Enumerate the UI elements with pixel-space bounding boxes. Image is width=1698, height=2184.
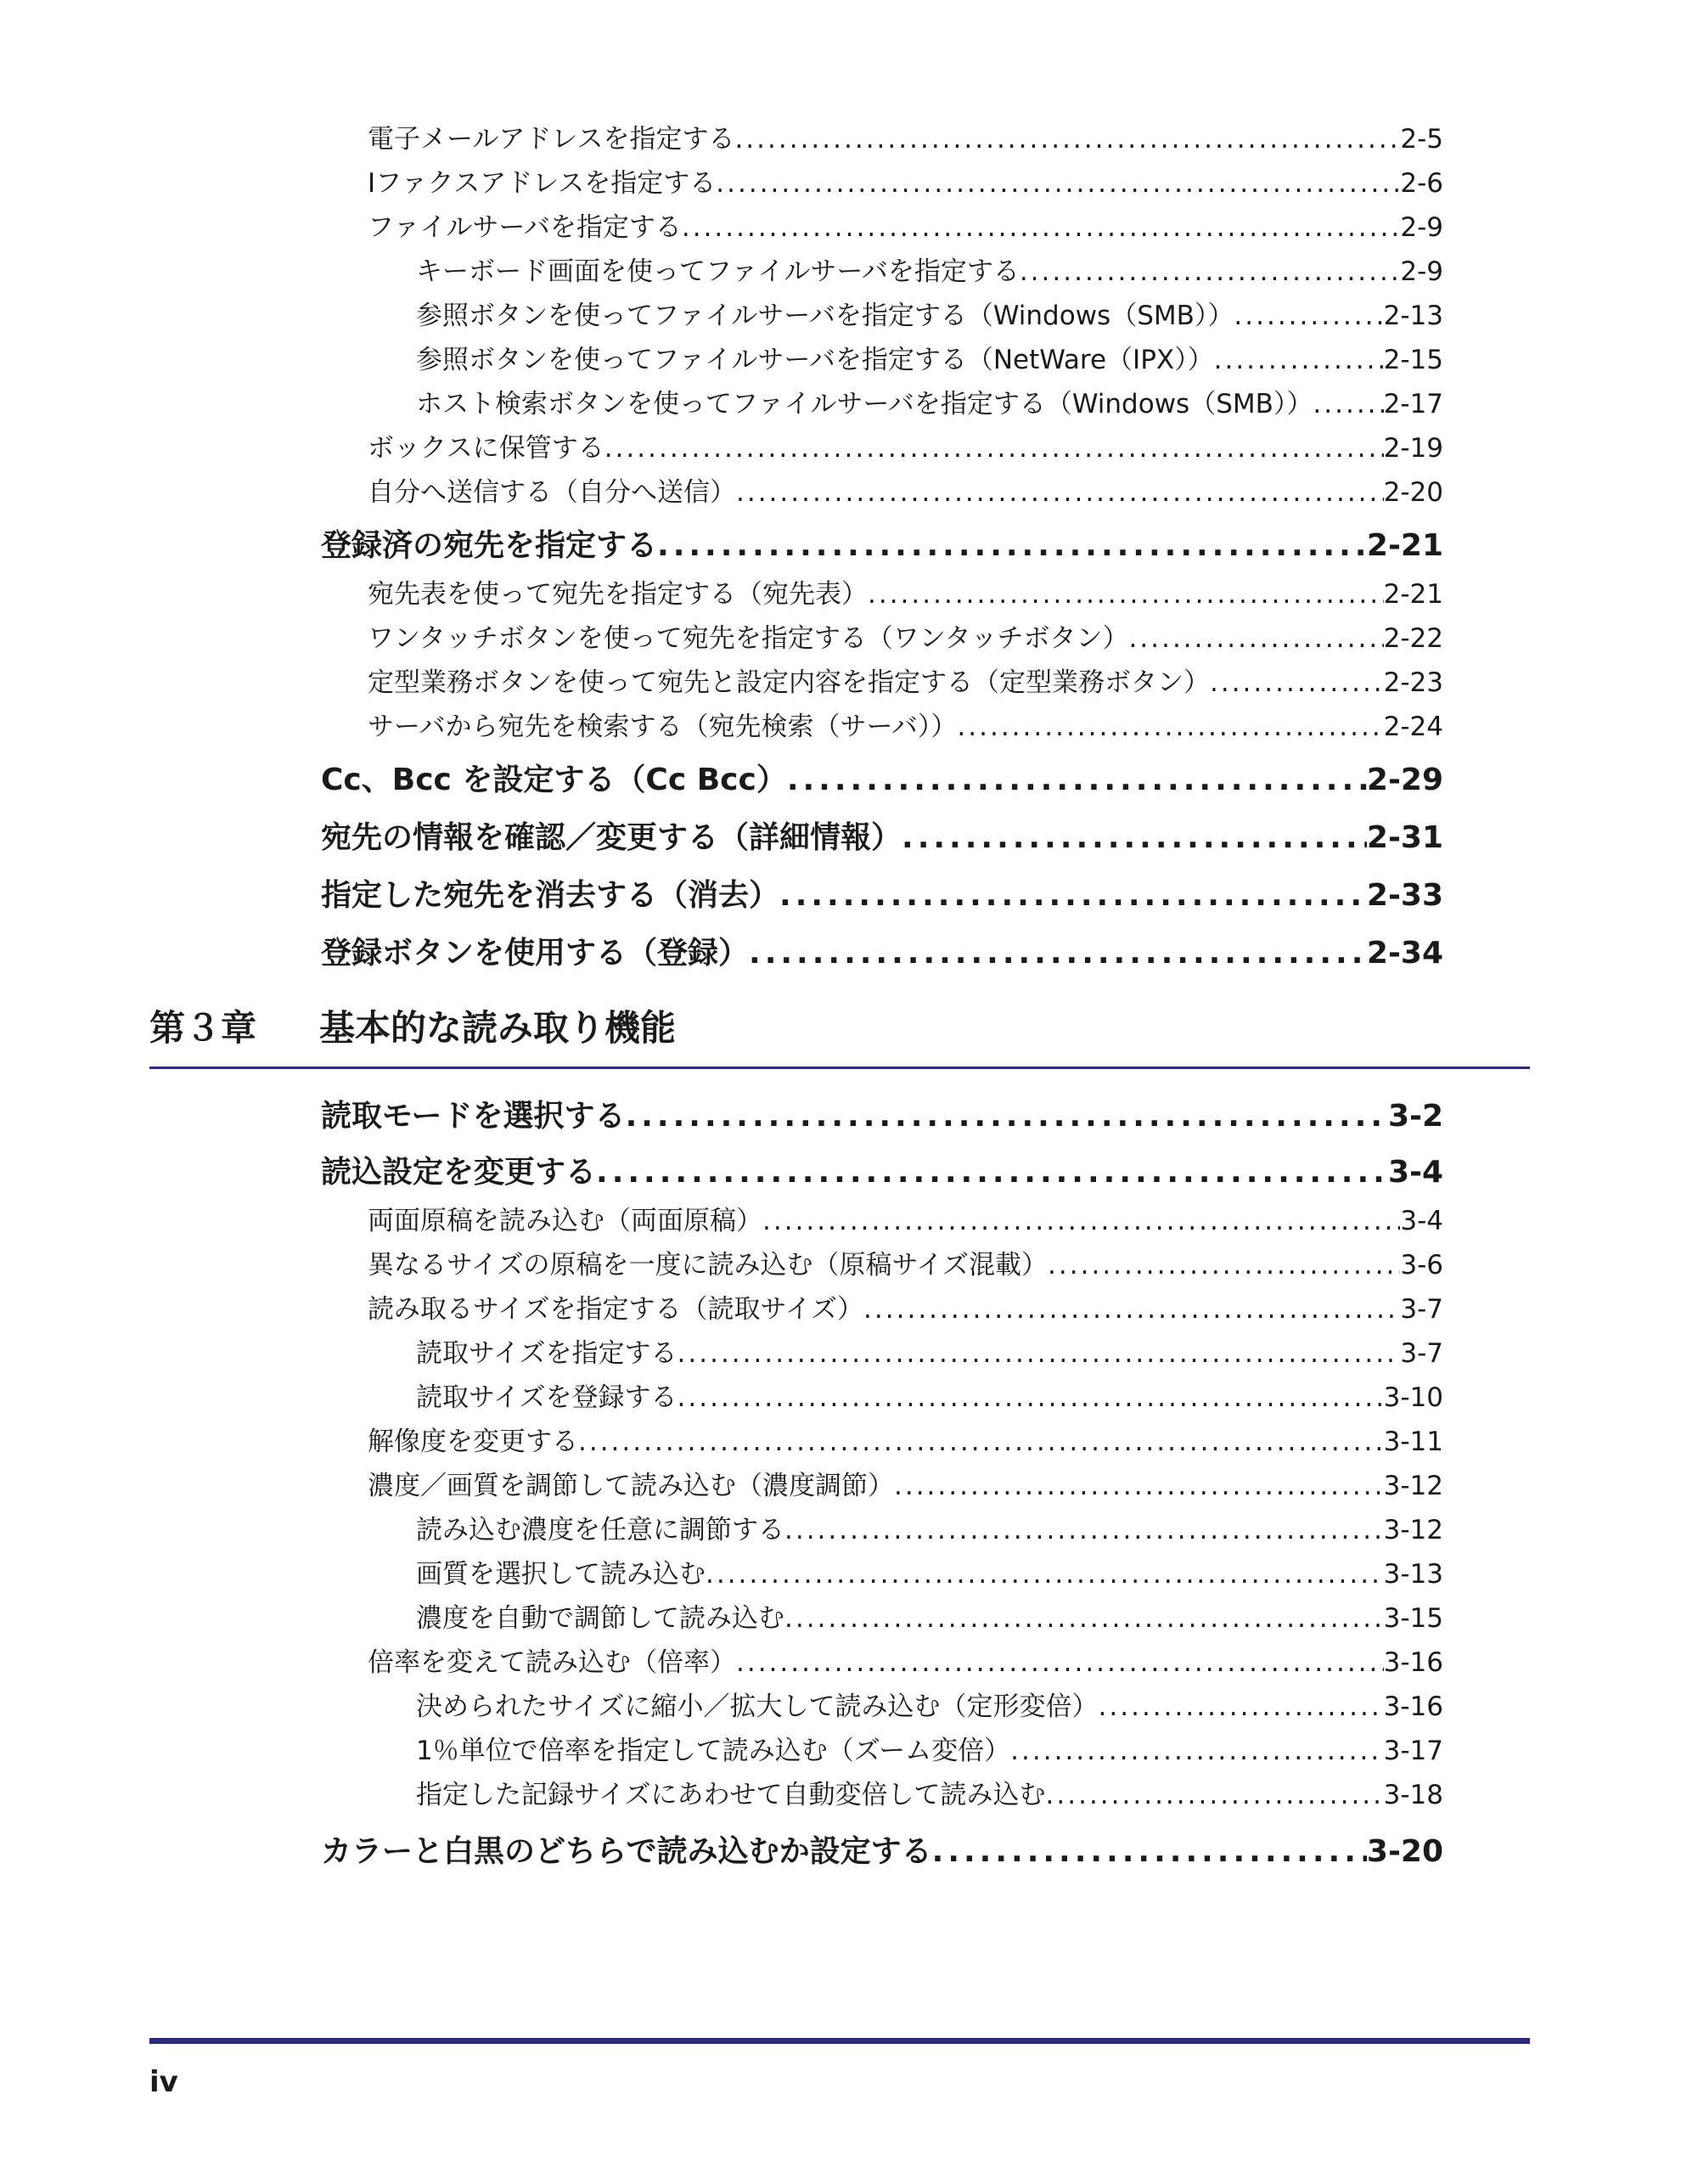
toc-entry-title: 登録ボタンを使用する（登録） [321, 936, 750, 971]
leader-dots [657, 528, 1367, 563]
leader-dots [784, 1515, 1384, 1545]
toc-entry-page: 2-9 [1400, 256, 1443, 287]
toc-entry-page: 2-23 [1383, 667, 1443, 698]
toc-entry[interactable] [368, 1199, 1443, 1237]
toc-entry-page: 3-7 [1400, 1294, 1443, 1325]
leader-dots [787, 763, 1367, 797]
toc-entry-page: 3-4 [1400, 1206, 1443, 1236]
toc-entry[interactable] [368, 1641, 1443, 1679]
toc-entry[interactable] [368, 161, 1443, 200]
toc-entry-page: 2-17 [1383, 389, 1443, 419]
chapter-rule [149, 1067, 1530, 1069]
toc-entry[interactable] [416, 294, 1443, 332]
toc-entry-page: 2-20 [1383, 477, 1443, 508]
toc-entry-title: 指定した宛先を消去する（消去） [321, 878, 780, 913]
toc-entry-title: 宛先の情報を確認／変更する（詳細情報） [321, 820, 902, 855]
toc-entry-title: 読取サイズを登録する [416, 1382, 678, 1413]
leader-dots [779, 878, 1367, 913]
toc-entry-title: 読み取るサイズを指定する（読取サイズ） [368, 1294, 864, 1325]
toc-section-entry[interactable] [321, 813, 1443, 857]
toc-entry[interactable] [368, 705, 1443, 743]
toc-entry-page: 3-12 [1383, 1515, 1443, 1545]
toc-section-entry[interactable] [321, 1148, 1443, 1191]
leader-dots [932, 1834, 1367, 1869]
toc-entry[interactable] [416, 1596, 1443, 1635]
toc-entry[interactable] [368, 205, 1443, 244]
leader-dots [1234, 301, 1383, 331]
toc-entry-title: ファイルサーバを指定する [368, 212, 682, 243]
toc-entry-page: 3-18 [1383, 1780, 1443, 1810]
toc-entry[interactable] [416, 1685, 1443, 1723]
toc-entry-title: 読み込む濃度を任意に調節する [416, 1515, 784, 1545]
leader-dots [894, 1471, 1384, 1501]
toc-entry-page: 2-5 [1400, 124, 1443, 155]
toc-entry-page: 3-2 [1387, 1099, 1443, 1134]
toc-entry[interactable] [368, 1287, 1443, 1326]
chapter-number: 第３章 [149, 1007, 257, 1049]
leader-dots [1010, 1736, 1383, 1766]
toc-entry-page: 3-10 [1383, 1382, 1443, 1413]
leader-dots [734, 124, 1400, 155]
toc-entry[interactable] [368, 1420, 1443, 1458]
toc-entry-title: 読取モードを選択する [321, 1099, 626, 1134]
leader-dots [1210, 667, 1384, 698]
toc-entry-page: 3-13 [1383, 1559, 1443, 1590]
toc-entry-title: 指定した記録サイズにあわせて自動変倍して読み込む [416, 1780, 1046, 1810]
toc-entry-title: 登録済の宛先を指定する [321, 528, 658, 563]
toc-entry[interactable] [416, 1552, 1443, 1590]
footer-rule [149, 2038, 1530, 2044]
toc-entry-page: 3-15 [1383, 1603, 1443, 1634]
toc-entry-title: 決められたサイズに縮小／拡大して読み込む（定形変倍） [416, 1691, 1099, 1722]
chapter-title: 基本的な読み取り機能 [319, 1007, 677, 1049]
toc-entry-title: ワンタッチボタンを使って宛先を指定する（ワンタッチボタン） [368, 623, 1129, 654]
toc-entry-title: 異なるサイズの原稿を一度に読み込む（原稿サイズ混載） [368, 1250, 1049, 1281]
leader-dots [1048, 1250, 1400, 1281]
toc-entry-page: 2-6 [1400, 168, 1443, 199]
toc-entry[interactable] [368, 1243, 1443, 1281]
toc-entry[interactable] [416, 1508, 1443, 1546]
toc-entry-page: 2-13 [1383, 301, 1443, 331]
leader-dots [1313, 389, 1383, 419]
toc-entry-title: Cc、Bcc を設定する（Cc Bcc） [321, 763, 787, 797]
leader-dots [868, 579, 1384, 610]
leader-dots [578, 1427, 1384, 1457]
leader-dots [706, 1559, 1384, 1590]
toc-entry-title: 倍率を変えて読み込む（倍率） [368, 1647, 736, 1678]
toc-entry[interactable] [416, 1331, 1443, 1370]
toc-section-entry[interactable] [321, 521, 1443, 565]
leader-dots [716, 168, 1400, 199]
leader-dots [1020, 256, 1401, 287]
toc-entry-page: 2-24 [1383, 712, 1443, 742]
toc-entry-title: ホスト検索ボタンを使ってファイルサーバを指定する（Windows（SMB）） [416, 389, 1313, 419]
leader-dots [682, 212, 1401, 243]
leader-dots [762, 1206, 1400, 1236]
leader-dots [784, 1603, 1384, 1634]
toc-entry-title: 電子メールアドレスを指定する [368, 124, 735, 155]
leader-dots [1129, 623, 1384, 654]
chapter-heading [149, 1000, 676, 1051]
leader-dots [678, 1338, 1401, 1369]
leader-dots [957, 712, 1383, 742]
toc-entry[interactable] [368, 470, 1443, 509]
page-number: iv [149, 2065, 178, 2099]
toc-entry-title: 濃度／画質を調節して読み込む（濃度調節） [368, 1471, 894, 1501]
toc-entry-page: 3-16 [1383, 1647, 1443, 1678]
toc-entry[interactable] [416, 1376, 1443, 1414]
toc-entry-title: 参照ボタンを使ってファイルサーバを指定する（NetWare（IPX）） [416, 345, 1214, 375]
toc-entry[interactable] [416, 1729, 1443, 1767]
toc-entry[interactable] [416, 382, 1443, 420]
toc-section-entry[interactable] [321, 871, 1443, 915]
toc-section-entry[interactable] [321, 756, 1443, 799]
toc-entry-title: 参照ボタンを使ってファイルサーバを指定する（Windows（SMB）） [416, 301, 1234, 331]
toc-entry-title: キーボード画面を使ってファイルサーバを指定する [416, 256, 1020, 287]
toc-entry-title: 自分へ送信する（自分へ送信） [368, 477, 736, 508]
toc-section-entry[interactable] [321, 929, 1443, 972]
toc-entry-title: 宛先表を使って宛先を指定する（宛先表） [368, 579, 868, 610]
leader-dots [678, 1382, 1384, 1413]
toc-entry[interactable] [368, 572, 1443, 611]
toc-entry-page: 3-20 [1366, 1834, 1443, 1869]
toc-entry-page: 2-34 [1366, 936, 1443, 971]
toc-entry-page: 2-9 [1400, 212, 1443, 243]
toc-entry-page: 3-7 [1400, 1338, 1443, 1369]
toc-entry-page: 3-16 [1383, 1691, 1443, 1722]
leader-dots [1214, 345, 1384, 375]
toc-entry-page: 3-11 [1383, 1427, 1443, 1457]
toc-entry[interactable] [416, 1773, 1443, 1811]
toc-entry[interactable] [368, 616, 1443, 655]
leader-dots [736, 477, 1384, 508]
leader-dots [736, 1647, 1384, 1678]
toc-entry-page: 2-29 [1366, 763, 1443, 797]
toc-entry-page: 2-31 [1366, 820, 1443, 855]
leader-dots [604, 433, 1384, 464]
toc-entry-title: 定型業務ボタンを使って宛先と設定内容を指定する（定型業務ボタン） [368, 667, 1210, 698]
leader-dots [749, 936, 1367, 971]
toc-entry[interactable] [368, 117, 1443, 155]
toc-entry-title: 画質を選択して読み込む [416, 1559, 706, 1590]
leader-dots [596, 1155, 1388, 1190]
toc-entry-page: 2-15 [1383, 345, 1443, 375]
leader-dots [863, 1294, 1400, 1325]
toc-entry-title: 読取サイズを指定する [416, 1338, 678, 1369]
toc-entry-title: Iファクスアドレスを指定する [368, 168, 717, 199]
leader-dots [902, 820, 1367, 855]
toc-entry-page: 2-33 [1366, 878, 1443, 913]
toc-entry-title: 解像度を変更する [368, 1427, 578, 1457]
toc-entry-title: 濃度を自動で調節して読み込む [416, 1603, 784, 1634]
toc-section-entry[interactable] [321, 1092, 1443, 1135]
toc-entry-title: サーバから宛先を検索する（宛先検索（サーバ）） [368, 712, 958, 742]
toc-entry-page: 3-12 [1383, 1471, 1443, 1501]
toc-entry[interactable] [416, 338, 1443, 376]
toc-entry-page: 2-21 [1366, 528, 1443, 563]
toc-entry-page: 3-6 [1400, 1250, 1443, 1281]
toc-section-entry[interactable] [321, 1827, 1443, 1871]
toc-entry-title: 両面原稿を読み込む（両面原稿） [368, 1206, 762, 1236]
toc-entry-title: 1％単位で倍率を指定して読み込む（ズーム変倍） [416, 1736, 1011, 1766]
toc-entry-title: 読込設定を変更する [321, 1155, 597, 1190]
toc-entry[interactable] [368, 661, 1443, 699]
leader-dots [1099, 1691, 1384, 1722]
toc-entry-page: 2-21 [1383, 579, 1443, 610]
toc-entry-page: 3-17 [1383, 1736, 1443, 1766]
toc-entry-page: 2-19 [1383, 433, 1443, 464]
toc-entry[interactable] [368, 1464, 1443, 1502]
toc-entry[interactable] [368, 426, 1443, 464]
leader-dots [1046, 1780, 1384, 1810]
toc-entry[interactable] [416, 250, 1443, 288]
toc-entry-title: カラーと白黒のどちらで読み込むか設定する [321, 1834, 932, 1869]
toc-entry-page: 2-22 [1383, 623, 1443, 654]
toc-entry-title: ボックスに保管する [368, 433, 604, 464]
toc-entry-page: 3-4 [1387, 1155, 1443, 1190]
leader-dots [626, 1099, 1388, 1134]
